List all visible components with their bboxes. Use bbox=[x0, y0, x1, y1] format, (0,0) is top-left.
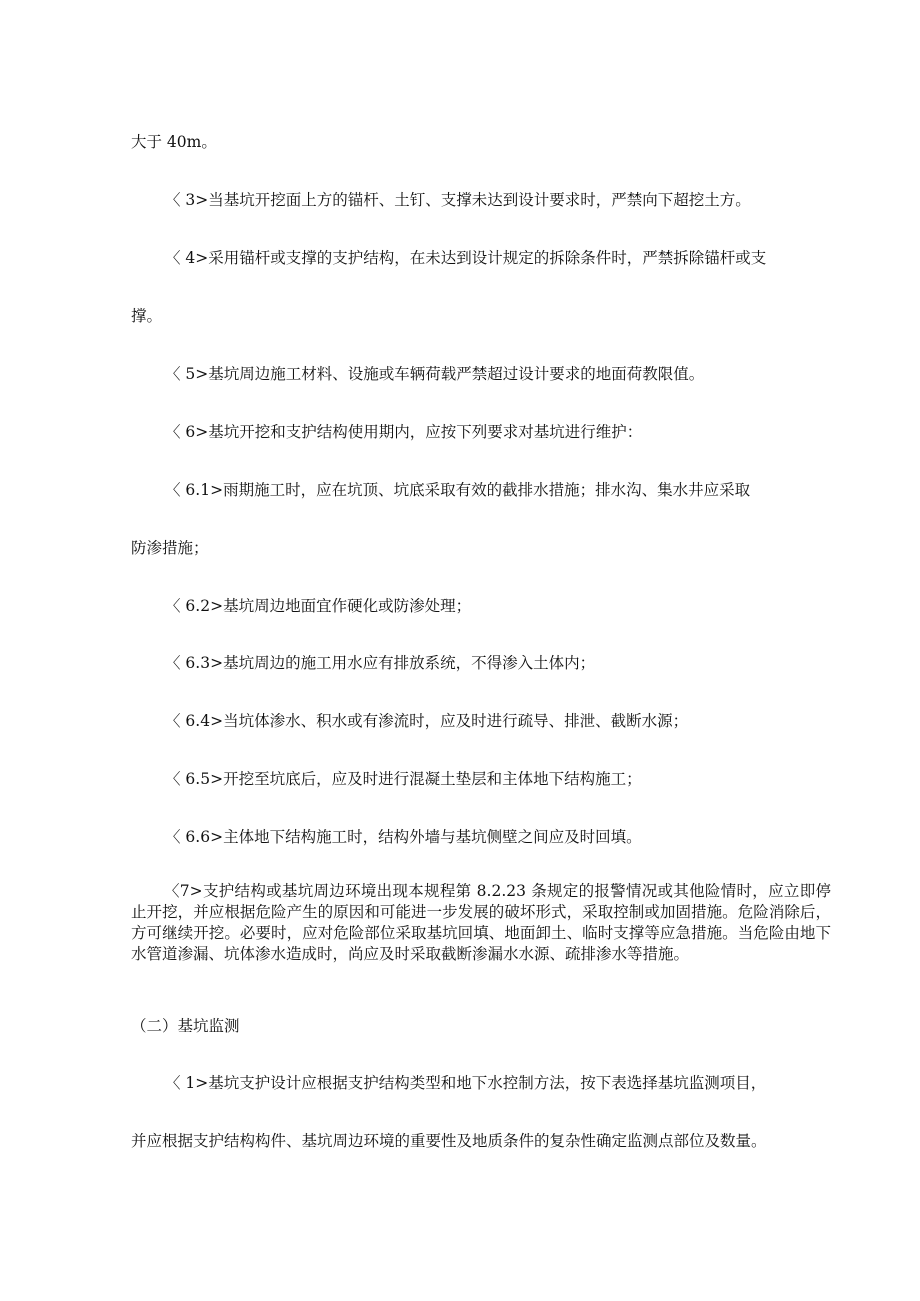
paragraph-item-6-5: 〈 6.5>开挖至坑底后，应及时进行混凝土垫层和主体地下结构施工； bbox=[165, 770, 642, 788]
paragraph-item-4-line1: 〈 4>采用锚杆或支撑的支护结构，在未达到设计规定的拆除条件时，严禁拆除锚杆或支 bbox=[165, 249, 767, 267]
paragraph-item-4-line2: 撑。 bbox=[131, 307, 163, 325]
paragraph-item-5: 〈 5>基坑周边施工材料、设施或车辆荷载严禁超过设计要求的地面荷教限值。 bbox=[165, 365, 705, 383]
paragraph-item-6-4: 〈 6.4>当坑体渗水、积水或有渗流时，应及时进行疏导、排泄、截断水源； bbox=[165, 712, 689, 730]
paragraph-item-6-1-line1: 〈 6.1>雨期施工时，应在坑顶、坑底采取有效的截排水措施；排水沟、集水井应采取 bbox=[165, 481, 751, 499]
paragraph-item-6-3: 〈 6.3>基坑周边的施工用水应有排放系统，不得渗入土体内； bbox=[165, 654, 596, 672]
paragraph-item-6-1-line2: 防渗措施； bbox=[131, 539, 209, 557]
section-paragraph-1-line1: 〈 1>基坑支护设计应根据支护结构类型和地下水控制方法，按下表选择基坑监测项目， bbox=[165, 1074, 767, 1092]
paragraph-item-3: 〈 3>当基坑开挖面上方的锚杆、土钉、支撑未达到设计要求时，严禁向下超挖土方。 bbox=[165, 191, 751, 209]
paragraph-item-7: 〈7>支护结构或基坑周边环境出现本规程第 8.2.23 条规定的报警情况或其他险情时，应立即停止开挖，并应根据危险产生的原因和可能进一步发展的破坏形式，采取控制或加固措施。危险消除后，方可继续开挖。必要时，应对危险部位采取基坑回填、地面卸土、临时支撑等应急措施。当危险由地下水管道渗漏、坑体渗水造成时，尚应及时采取截断渗漏水水源、疏排渗水等措施。 bbox=[131, 882, 831, 963]
paragraph-tail: 大于 40m。 bbox=[131, 133, 217, 151]
section-heading: （二）基坑监测 bbox=[131, 1017, 240, 1035]
paragraph-item-6-2: 〈 6.2>基坑周边地面宜作硬化或防渗处理； bbox=[165, 597, 472, 615]
section-paragraph-1-line2: 并应根据支护结构构件、基坑周边环境的重要性及地质条件的复杂性确定监测点部位及数量。 bbox=[131, 1132, 767, 1150]
paragraph-item-6-6: 〈 6.6>主体地下结构施工时，结构外墙与基坑侧壁之间应及时回填。 bbox=[165, 828, 642, 846]
paragraph-item-6: 〈 6>基坑开挖和支护结构使用期内，应按下列要求对基坑进行维护： bbox=[165, 423, 643, 441]
